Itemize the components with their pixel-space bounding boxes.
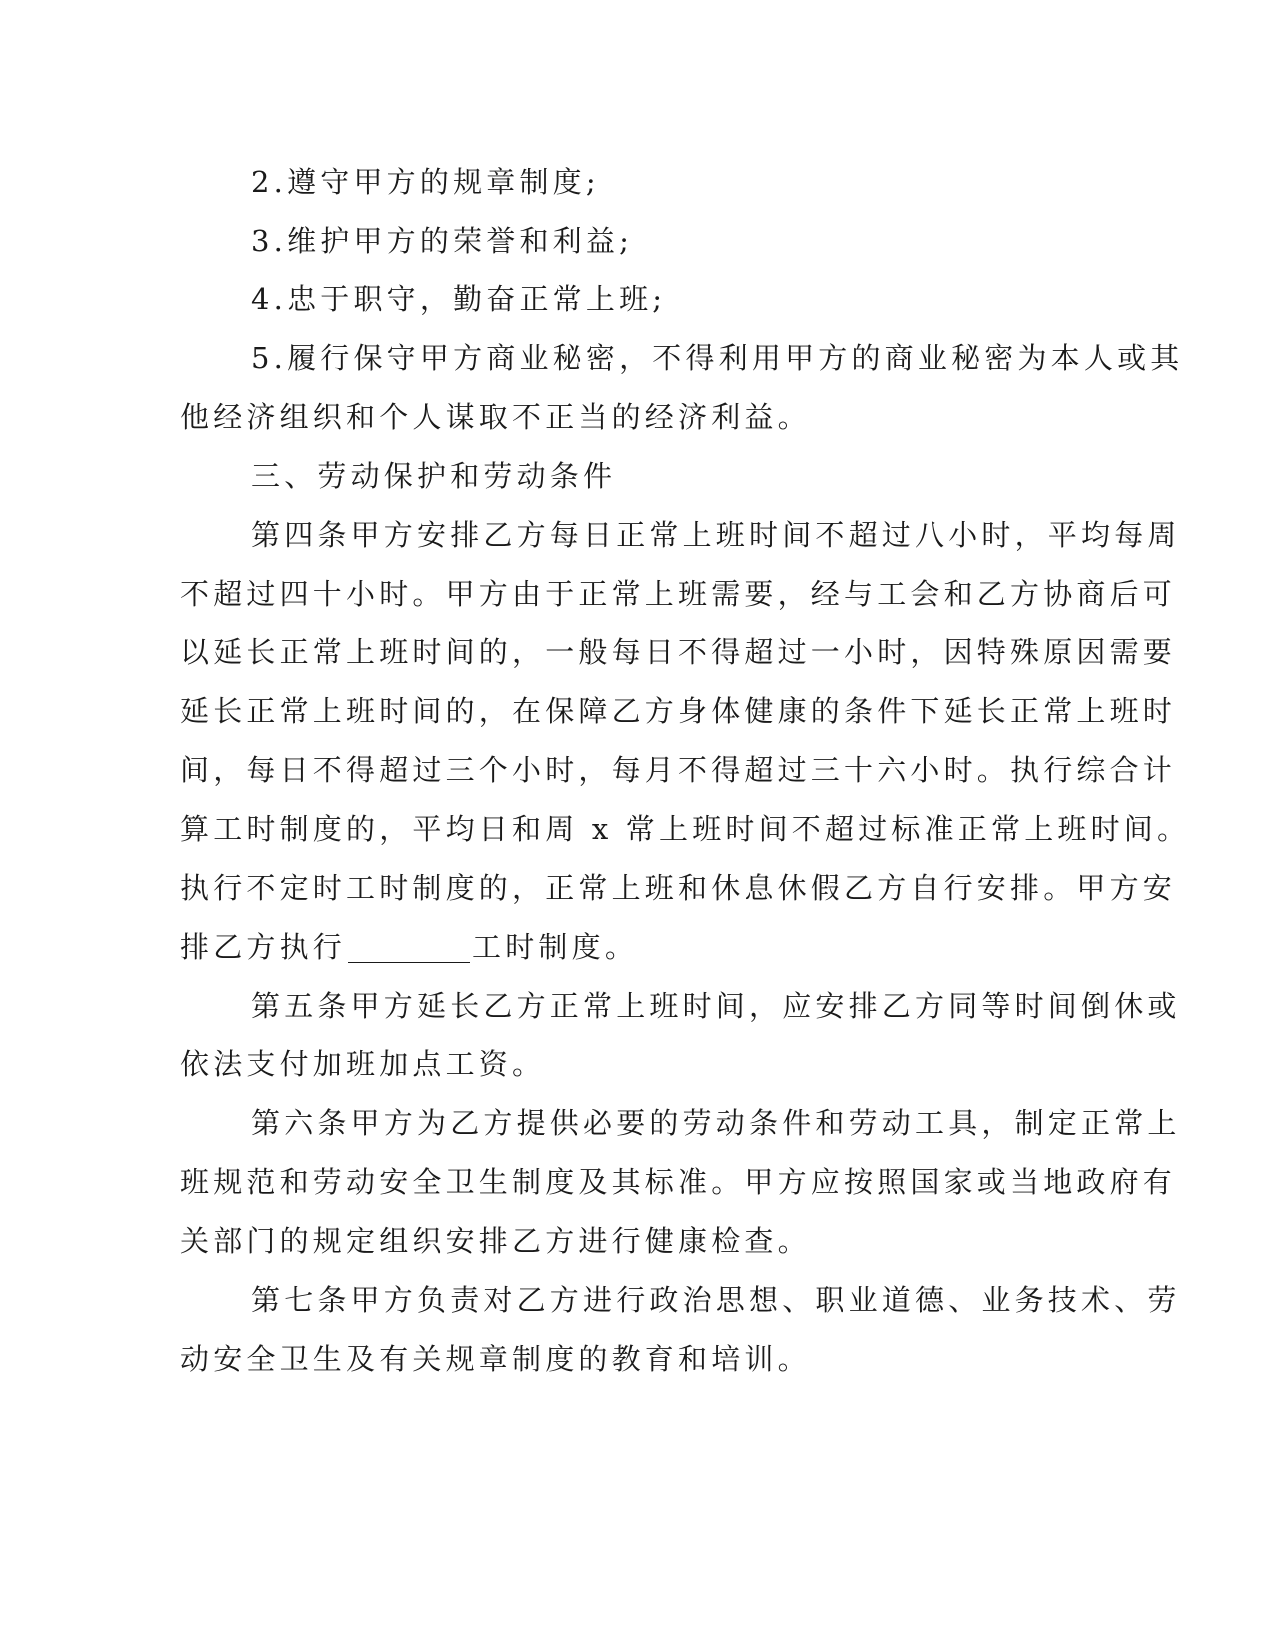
text-line bbox=[180, 927, 638, 967]
text-line: 关部门的规定组织安排乙方进行健康检查。 bbox=[180, 1224, 811, 1258]
text-line: 他经济组织和个人谋取不正当的经济利益。 bbox=[180, 400, 811, 434]
text-line: 执行不定时工时制度的，正常上班和休息休假乙方自行安排。甲方安 bbox=[180, 871, 1177, 905]
text-line: 第七条甲方负责对乙方进行政治思想、职业道德、业务技术、劳 bbox=[251, 1283, 1181, 1317]
text-line: 动安全卫生及有关规章制度的教育和培训。 bbox=[180, 1342, 811, 1376]
text-line: 2.遵守甲方的规章制度; bbox=[251, 165, 600, 199]
fill-in-blank bbox=[348, 934, 470, 963]
section-heading: 三、劳动保护和劳动条件 bbox=[251, 459, 617, 493]
text-line: 班规范和劳动安全卫生制度及其标准。甲方应按照国家或当地政府有 bbox=[180, 1165, 1177, 1199]
text-line: 3.维护甲方的荣誉和利益; bbox=[251, 224, 634, 258]
text-line: 算工时制度的，平均日和周 x 常上班时间不超过标准正常上班时间。 bbox=[180, 812, 1191, 846]
text-line: 第六条甲方为乙方提供必要的劳动条件和劳动工具，制定正常上 bbox=[251, 1106, 1181, 1140]
text-line: 延长正常上班时间的，在保障乙方身体健康的条件下延长正常上班时 bbox=[180, 694, 1177, 728]
text-line: 第五条甲方延长乙方正常上班时间，应安排乙方同等时间倒休或 bbox=[251, 989, 1181, 1023]
text-line: 以延长正常上班时间的，一般每日不得超过一小时，因特殊原因需要 bbox=[180, 635, 1177, 669]
text-line: 间，每日不得超过三个小时，每月不得超过三十六小时。执行综合计 bbox=[180, 753, 1177, 787]
text-segment: 排乙方执行 bbox=[180, 930, 347, 964]
text-line: 第四条甲方安排乙方每日正常上班时间不超过八小时，平均每周 bbox=[251, 518, 1181, 552]
text-line: 不超过四十小时。甲方由于正常上班需要，经与工会和乙方协商后可 bbox=[180, 577, 1177, 611]
text-segment: 工时制度。 bbox=[472, 930, 639, 964]
text-line: 5.履行保守甲方商业秘密，不得利用甲方的商业秘密为本人或其 bbox=[251, 341, 1184, 375]
text-line: 依法支付加班加点工资。 bbox=[180, 1047, 546, 1081]
text-line: 4.忠于职守，勤奋正常上班; bbox=[251, 282, 667, 316]
